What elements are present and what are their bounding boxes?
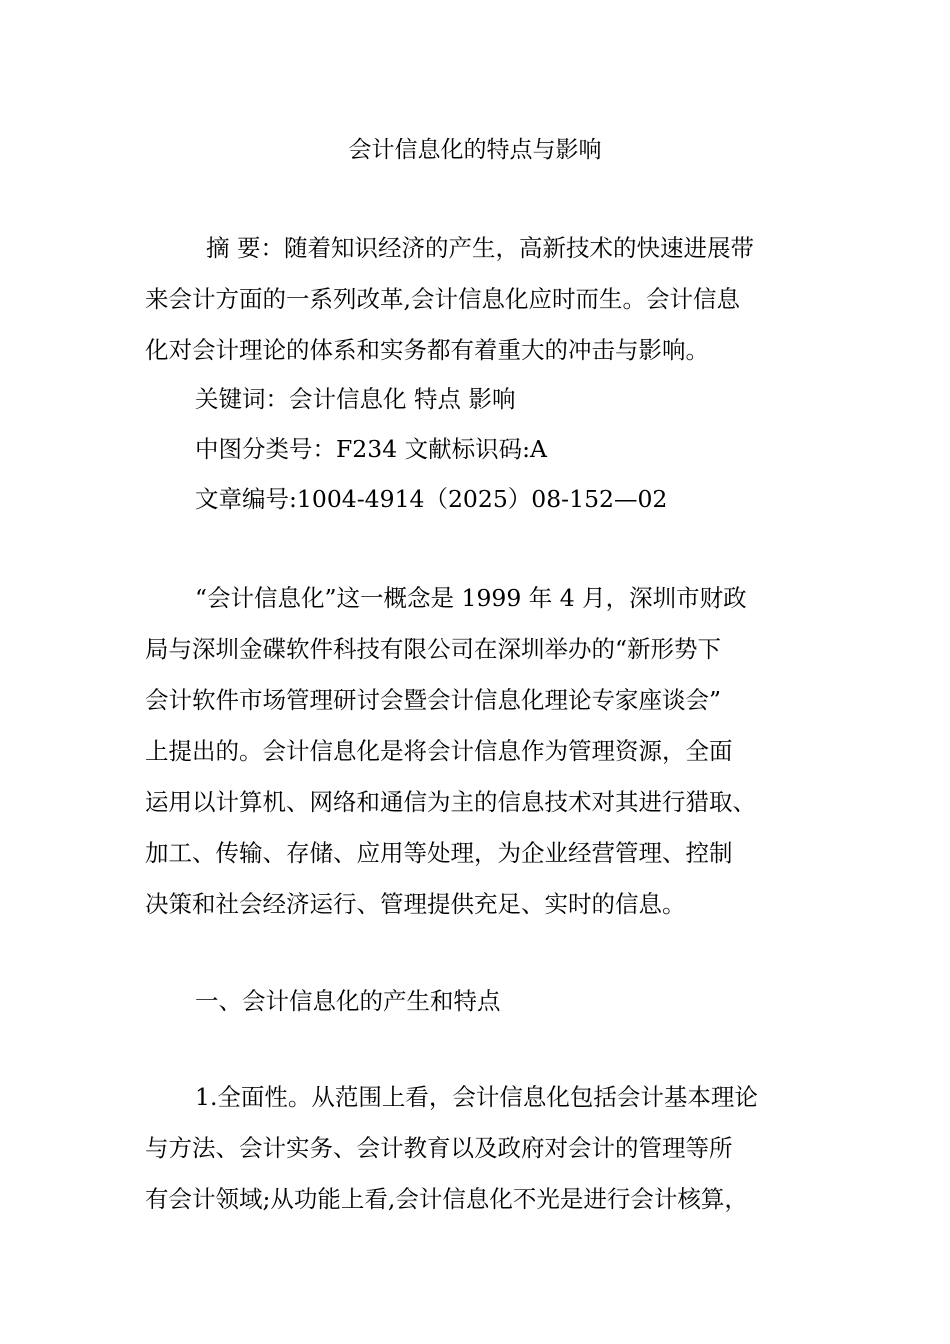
body-paragraph-line: 运用以计算机、网络和通信为主的信息技术对其进行猎取、 [145,788,756,816]
abstract-line: 来会计方面的一系列改革,会计信息化应时而生。会计信息 [145,285,740,313]
body-paragraph-line: 加工、传输、存储、应用等处理，为企业经营管理、控制 [145,839,733,867]
body-paragraph-line: “会计信息化”这一概念是 1999 年 4 月，深圳市财政 [195,584,747,612]
abstract-line: 化对会计理论的体系和实务都有着重大的冲击与影响。 [145,336,709,364]
classification-line: 中图分类号：F234 文献标识码:A [195,435,548,463]
article-number-line: 文章编号:1004-4914（2025）08-152—02 [195,485,668,513]
keywords-line: 关键词：会计信息化 特点 影响 [195,385,516,413]
abstract-line: 摘 要：随着知识经济的产生，高新技术的快速进展带 [206,234,754,262]
body-paragraph-line: 与方法、会计实务、会计教育以及政府对会计的管理等所 [145,1134,733,1162]
body-paragraph-line: 会计软件市场管理研讨会暨会计信息化理论专家座谈会” [145,686,722,714]
body-paragraph-line: 有会计领域;从功能上看,会计信息化不光是进行会计核算， [145,1185,748,1213]
section-heading: 一、会计信息化的产生和特点 [195,987,501,1015]
body-paragraph-line: 局与深圳金碟软件科技有限公司在深圳举办的“新形势下 [145,635,722,663]
body-paragraph-line: 上提出的。会计信息化是将会计信息作为管理资源，全面 [145,737,733,765]
body-paragraph-line: 决策和社会经济运行、管理提供充足、实时的信息。 [145,890,686,918]
body-paragraph-line: 1.全面性。从范围上看，会计信息化包括会计基本理论 [195,1083,758,1111]
document-title: 会计信息化的特点与影响 [348,137,602,163]
